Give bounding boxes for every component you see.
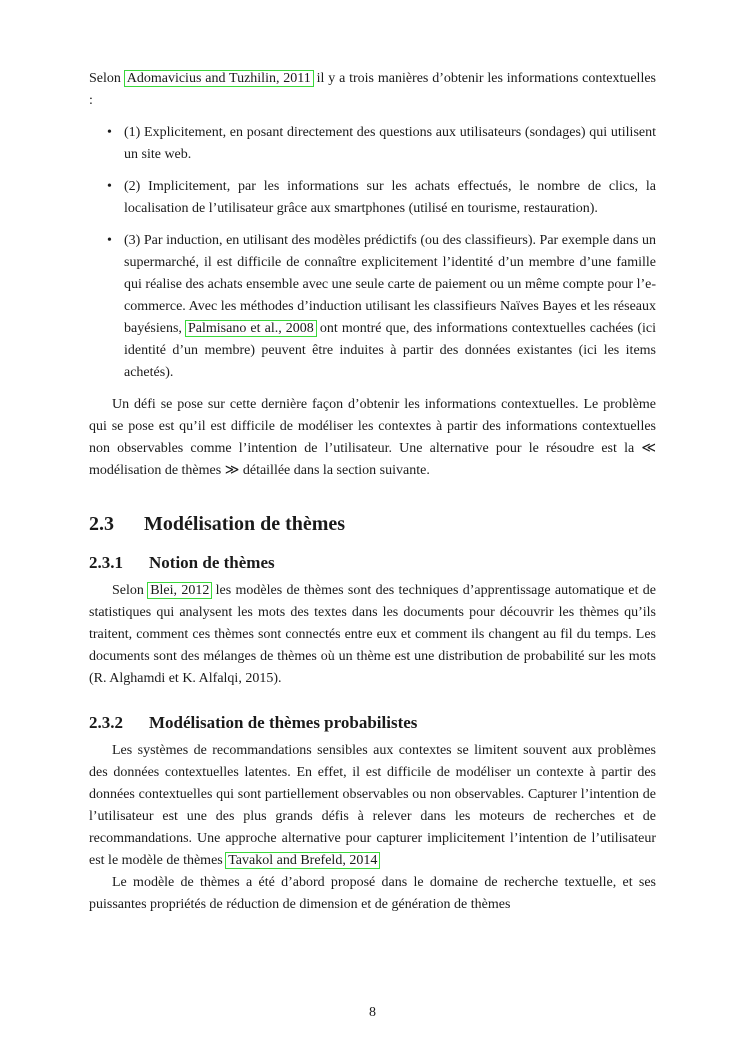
citation-link[interactable]: Adomavicius and Tuzhilin, 2011 (126, 71, 311, 86)
bullet-icon: • (107, 233, 112, 248)
list-item: • (2) Implicitement, par les informations sur les achats effectués, le nombre de clics, la localisation de l’utilisateur grâce aux smartphones (utilisé en tourisme, restauration). (89, 176, 656, 220)
paragraph: Selon Blei, 2012 les modèles de thèmes sont des techniques d’apprentissage automatique et de statistiques qui analysent les mots des textes dans les documents pour découvrir les thèmes qu’ils traitent, comment ces thèmes sont connectés entre eux et comment ils changent au fil du temps. Les documents sont des mélanges de thèmes où un thème est une distribution de probabilité sur les mots (R. Alghamdi et K. Alfalqi, 2015). (89, 583, 656, 686)
bullet-list (89, 122, 656, 384)
citation-link[interactable]: Blei, 2012 (150, 583, 210, 598)
bullet-icon: • (107, 125, 112, 140)
subsection-heading: 2.3.1 Notion de thèmes (89, 553, 275, 572)
citation-link[interactable]: Palmisano et al., 2008 (188, 321, 314, 336)
intro-paragraph: Selon Adomavicius and Tuzhilin, 2011 il y a trois manières d’obtenir les informations contextuelles : (89, 71, 656, 108)
paragraph: Le modèle de thèmes a été d’abord proposé dans le domaine de recherche textuelle, et ses puissantes propriétés de réduction de dimension et de génération de thèmes (89, 875, 656, 912)
section-heading: 2.3 Modélisation de thèmes (89, 513, 346, 535)
paragraph: Un défi se pose sur cette dernière façon d’obtenir les informations contextuelles. Le problème qui se pose est qu’il est difficile de modéliser les contextes à partir des informations contextuelles non observables comme l’intention de l’utilisateur. Une alternative pour le résoudre est la ≪ modélisation de thèmes ≫ détaillée dans la section suivante. (89, 397, 656, 478)
citation-link[interactable]: Tavakol and Brefeld, 2014 (228, 853, 378, 868)
page-number: 8 (369, 1005, 376, 1020)
list-item: • (3) Par induction, en utilisant des modèles prédictifs (ou des classifieurs). Par exemple dans un supermarché, il est difficile de connaître explicitement l’identité d’un membre d’une famille qui réalise des achats ensemble avec une seule carte de paiement ou un même compte pour l’e-commerce. Avec les méthodes d’induction utilisant les classifieurs Naïves Bayes et les réseaux bayésiens, Palmisano et al., 2008 ont montré que, des informations contextuelles cachées (ici identité d’un membre) peuvent être induites à partir des données existantes (ici les items achetés). (89, 230, 656, 384)
paragraph: Les systèmes de recommandations sensibles aux contextes se limitent souvent aux problèmes des données contextuelles latentes. En effet, il est difficile de modéliser un contexte à partir des données contextuelles qui sont partiellement observables ou non observables. Capturer l’intention de l’utilisateur est une des plus grands défis à relever dans les moteurs de recherches et de recommandations. Une approche alternative pour capturer implicitement l’intention de l’utilisateur est le modèle de thèmes Tavakol and Brefeld, 2014 (89, 743, 656, 868)
bullet-icon: • (107, 179, 112, 194)
list-item: • (1) Explicitement, en posant directement des questions aux utilisateurs (sondages) qui utilisent un site web. (89, 122, 656, 166)
subsection-heading: 2.3.2 Modélisation de thèmes probabilistes (89, 713, 418, 732)
page-body (89, 68, 656, 916)
